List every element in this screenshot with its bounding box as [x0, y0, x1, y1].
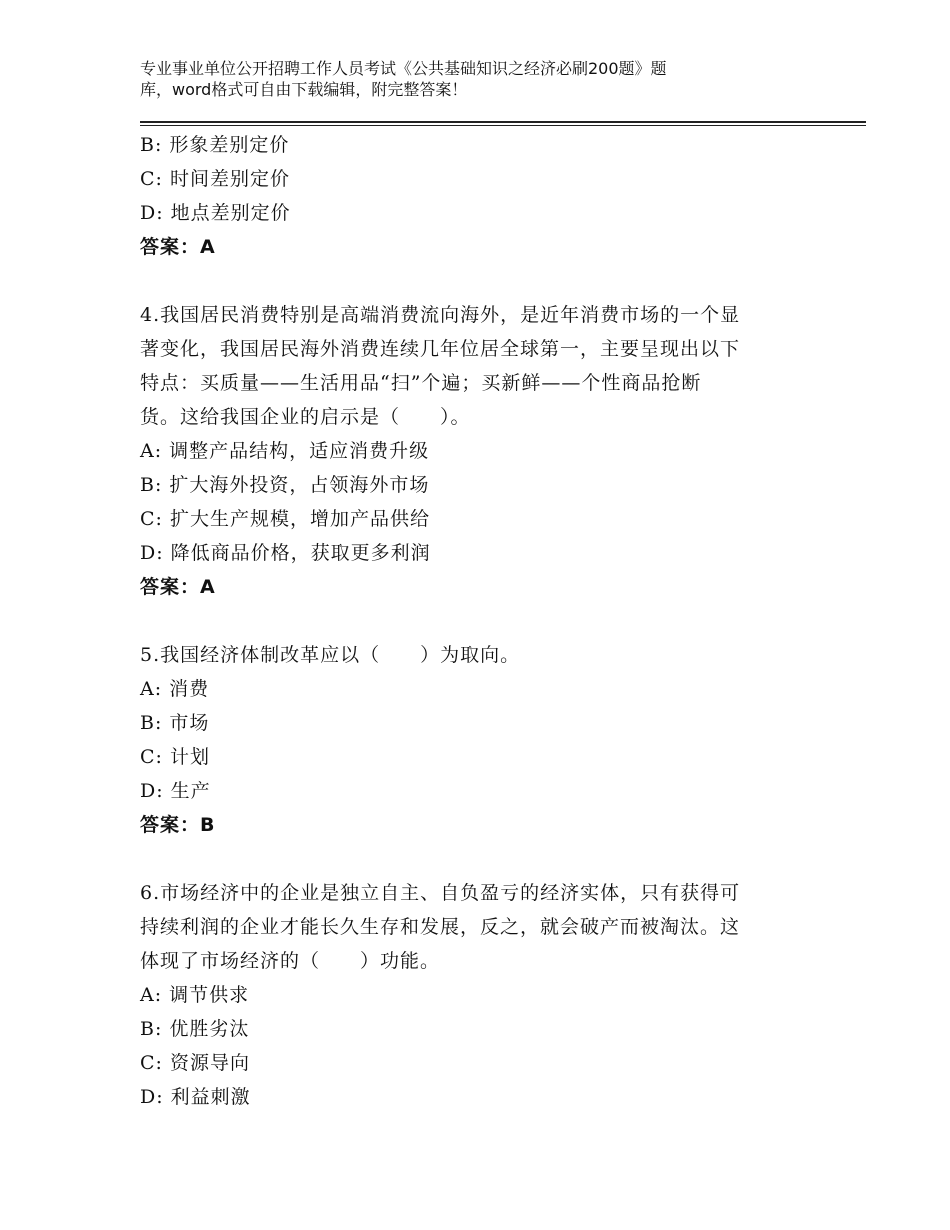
option-d: D: 利益刺激: [140, 1086, 251, 1108]
answer-label: 答案：A: [140, 576, 216, 598]
question-4: [140, 298, 800, 604]
question-stem-line: 特点：买质量——生活用品“扫”个遍；买新鲜——个性商品抢断: [140, 372, 702, 394]
question-stem-line: 货。这给我国企业的启示是（ ）。: [140, 406, 471, 428]
page-header: [140, 58, 840, 100]
header-rule-thin: [140, 125, 866, 126]
question-stem-line: 体现了市场经济的（ ）功能。: [140, 950, 441, 972]
answer-label: 答案：B: [140, 814, 216, 836]
option-a: A: 调整产品结构，适应消费升级: [140, 440, 430, 462]
option-c: C: 时间差别定价: [140, 168, 290, 190]
header-title-line-1: 专业事业单位公开招聘工作人员考试《公共基础知识之经济必刷200题》题: [140, 59, 667, 78]
option-c: C: 计划: [140, 746, 210, 768]
option-b: B: 形象差别定价: [140, 134, 290, 156]
option-a: A: 消费: [140, 678, 210, 700]
header-rule-thick: [140, 121, 866, 123]
question-list: [140, 128, 800, 1114]
option-b: B: 市场: [140, 712, 210, 734]
option-c: C: 扩大生产规模，增加产品供给: [140, 508, 430, 530]
question-stem-line: 6.市场经济中的企业是独立自主、自负盈亏的经济实体，只有获得可: [140, 882, 741, 904]
question-3-continued: [140, 128, 800, 264]
question-stem-line: 著变化，我国居民海外消费连续几年位居全球第一，主要呈现出以下: [140, 338, 741, 360]
option-d: D: 生产: [140, 780, 211, 802]
question-stem-line: 4.我国居民消费特别是高端消费流向海外，是近年消费市场的一个显: [140, 304, 741, 326]
question-5: [140, 638, 800, 842]
option-d: D: 降低商品价格，获取更多利润: [140, 542, 431, 564]
question-stem-line: 持续利润的企业才能长久生存和发展，反之，就会破产而被淘汰。这: [140, 916, 741, 938]
answer-label: 答案：A: [140, 236, 216, 258]
option-b: B: 优胜劣汰: [140, 1018, 250, 1040]
question-stem-line: 5.我国经济体制改革应以（ ）为取向。: [140, 644, 521, 666]
header-title-line-2: 库，word格式可自由下载编辑，附完整答案！: [140, 80, 468, 99]
option-d: D: 地点差别定价: [140, 202, 291, 224]
option-a: A: 调节供求: [140, 984, 250, 1006]
question-6: [140, 876, 800, 1114]
option-c: C: 资源导向: [140, 1052, 250, 1074]
option-b: B: 扩大海外投资，占领海外市场: [140, 474, 430, 496]
